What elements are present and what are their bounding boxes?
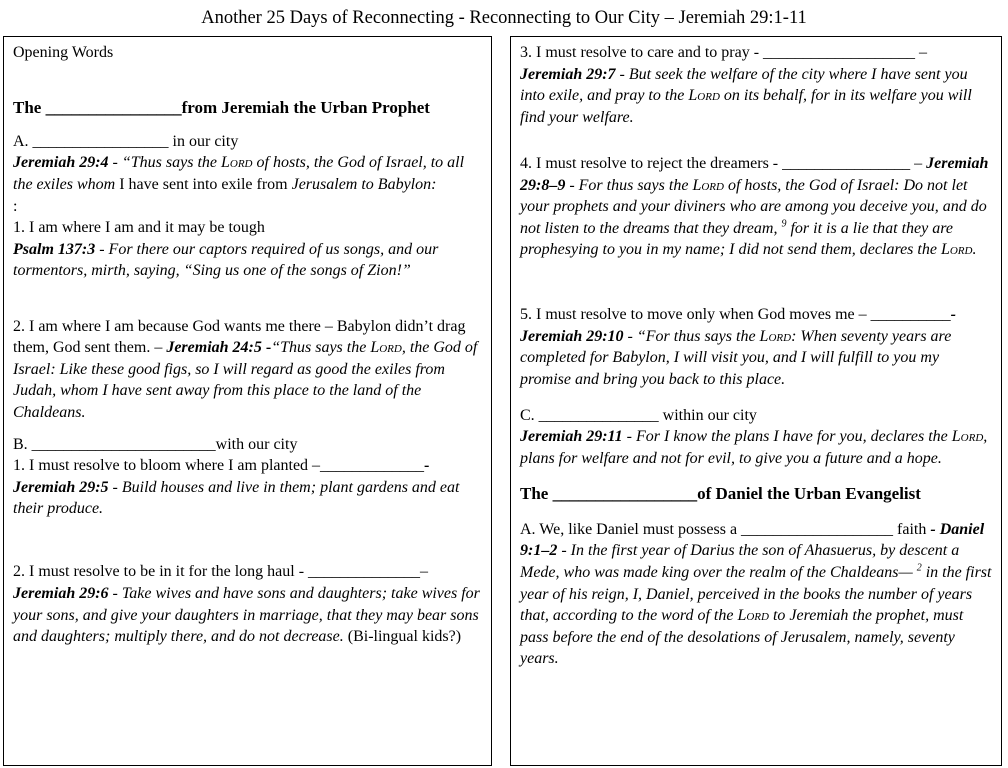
- verse-number: 2: [916, 562, 922, 574]
- lord-smallcaps: Lord: [759, 327, 792, 345]
- verse-text: - But seek the welfare of the city where I have sent you into exile, and pray to the: [520, 65, 968, 105]
- point-2-label: 2. I am where I am because God wants me there – Babylon didn’t drag them, God sent them. –: [13, 317, 466, 357]
- point-5-label: 5. I must resolve to move only when God moves me – __________: [520, 306, 951, 324]
- lord-smallcaps: Lord: [370, 339, 402, 357]
- section-heading-daniel: [520, 483, 993, 505]
- verse-text: - “Thus says the: [108, 154, 221, 172]
- dash: -: [424, 457, 430, 475]
- blank: - ________________: [768, 154, 911, 172]
- section-heading-jeremiah: [13, 97, 483, 119]
- verse-text: of hosts, the God of Israel, to all the exiles whom: [13, 154, 465, 193]
- opening-words: Opening Words: [13, 44, 114, 61]
- heading-blank: The ________________: [13, 98, 182, 118]
- note: (Bi-lingual kids?): [343, 628, 462, 646]
- verse-ref: Jeremiah 29:11: [520, 428, 623, 446]
- point-a-label: A. _________________ in our city: [13, 132, 239, 150]
- stray-colon: :: [13, 197, 18, 215]
- verse-text: - In the first year of Darius the son of Ahasuerus, by descent a Mede, who was made king over the realm of the Chaldeans—: [520, 542, 960, 582]
- point-a-verse: [13, 152, 483, 195]
- lord-smallcaps: Lord: [940, 241, 973, 259]
- lord-smallcaps: Lord: [737, 607, 769, 625]
- heading-text: of Daniel the Urban Evangelist: [697, 484, 921, 504]
- verse-text: “Thus says the: [271, 339, 371, 357]
- point-4-label: 4. I must resolve to reject the dreamers: [520, 154, 769, 172]
- verse-text: , plans for welfare and not for evil, to give you a future and a hope.: [520, 428, 988, 467]
- verse-text: - Take wives and have sons and daughters; take wives for your sons, and give your daughters in marriage, that they may bear sons and daughters; multiply there, and do not decrease.: [13, 585, 480, 646]
- verse-ref: Jeremiah 29:6: [13, 585, 109, 603]
- heading-text: from Jeremiah the Urban Prophet: [181, 98, 430, 118]
- verse-text: - For I know the plans I have for you, declares the: [622, 428, 952, 446]
- point-1-verse: [13, 239, 483, 282]
- verse-text: - For thus says the: [565, 176, 693, 194]
- verse-number: 9: [781, 218, 787, 230]
- verse-text: on its behalf, for in its welfare you will find your welfare.: [520, 87, 972, 126]
- verse-text: : When seventy years are completed for Babylon, I will visit you, and I will fulfill to you my promise and bring you back to this place.: [520, 327, 952, 388]
- point-b2: [13, 561, 483, 647]
- point-1-label: 1. I am where I am and it may be tough: [13, 219, 265, 237]
- point-daniel-label: A. We, like Daniel must possess a ___________________ faith: [520, 520, 927, 538]
- verse-text: in the first year of his reign, I, Daniel, perceived in the books the number of years that, according to the word of the: [520, 564, 992, 625]
- lord-smallcaps: Lord: [221, 154, 253, 172]
- dash: –: [914, 154, 927, 172]
- point-b1-label: 1. I must resolve to bloom where I am planted –_____________: [13, 457, 425, 475]
- heading-blank: The _________________: [520, 484, 698, 504]
- lord-smallcaps: Lord: [688, 87, 720, 105]
- verse-ref: Psalm 137:3: [13, 240, 96, 258]
- point-b-label: B. _______________________with our city: [13, 435, 298, 453]
- point-3: [520, 42, 993, 128]
- left-column: [3, 36, 492, 766]
- right-column: [510, 36, 1002, 766]
- point-b2-label: 2. I must resolve to be in it for the long haul - ______________–: [13, 563, 429, 581]
- verse-ref: Jeremiah 29:4: [13, 154, 109, 172]
- verse-text: of hosts, the God of Israel: Do not let your prophets and your diviners who are among you deceive you, and do not listen to the dreams that they dream,: [520, 176, 987, 237]
- verse-text: - For there our captors required of us songs, and our tormentors, mirth, saying, “Sing us one of the songs of Zion!”: [13, 240, 439, 280]
- lord-smallcaps: Lord: [692, 176, 724, 194]
- verse-ref: - Daniel 9:1–2: [520, 520, 985, 560]
- point-c-label: C. _______________ within our city: [520, 406, 757, 424]
- point-2: [13, 316, 483, 424]
- point-3-label: 3. I must resolve to care and to pray: [520, 44, 750, 61]
- verse-ref: Jeremiah 29:7: [520, 65, 616, 83]
- verse-ref: Jeremiah 29:5: [13, 478, 109, 496]
- verse-ref: Jeremiah 29:8–9: [520, 154, 989, 194]
- verse-text: I have sent into exile from: [119, 175, 292, 193]
- verse-text: for it is a lie that they are prophesying to you in my name; I did not send them, declares the: [520, 219, 953, 259]
- point-daniel-a: [520, 519, 993, 670]
- page-title: Another 25 Days of Reconnecting - Reconnecting to Our City – Jeremiah 29:1-11: [201, 8, 807, 28]
- blank: - ___________________: [749, 44, 916, 61]
- verse-text: - “For thus says the: [623, 327, 760, 345]
- verse-text: Jerusalem to Babylon:: [291, 175, 437, 193]
- point-4: [520, 153, 993, 261]
- point-b1: [13, 455, 483, 520]
- verse-text: - Build houses and live in them; plant gardens and eat their produce.: [13, 478, 460, 518]
- verse-ref: - Jeremiah 29:10: [520, 306, 956, 345]
- verse-text: .: [972, 241, 977, 259]
- point-5: [520, 304, 993, 390]
- lord-smallcaps: Lord: [951, 428, 984, 446]
- verse-text: , the God of Israel: Like these good figs, so I will regard as good the exiles from Judah, whom I have sent away from this place to the land of the Chaldeans.: [13, 339, 478, 421]
- point-c-verse: [520, 426, 993, 469]
- verse-text: to Jeremiah the prophet, must pass before the end of the desolations of Jerusalem, namely, seventy years.: [520, 607, 964, 668]
- verse-ref: Jeremiah 24:5: [166, 339, 262, 357]
- dash: -: [261, 339, 272, 357]
- dash: –: [919, 44, 928, 61]
